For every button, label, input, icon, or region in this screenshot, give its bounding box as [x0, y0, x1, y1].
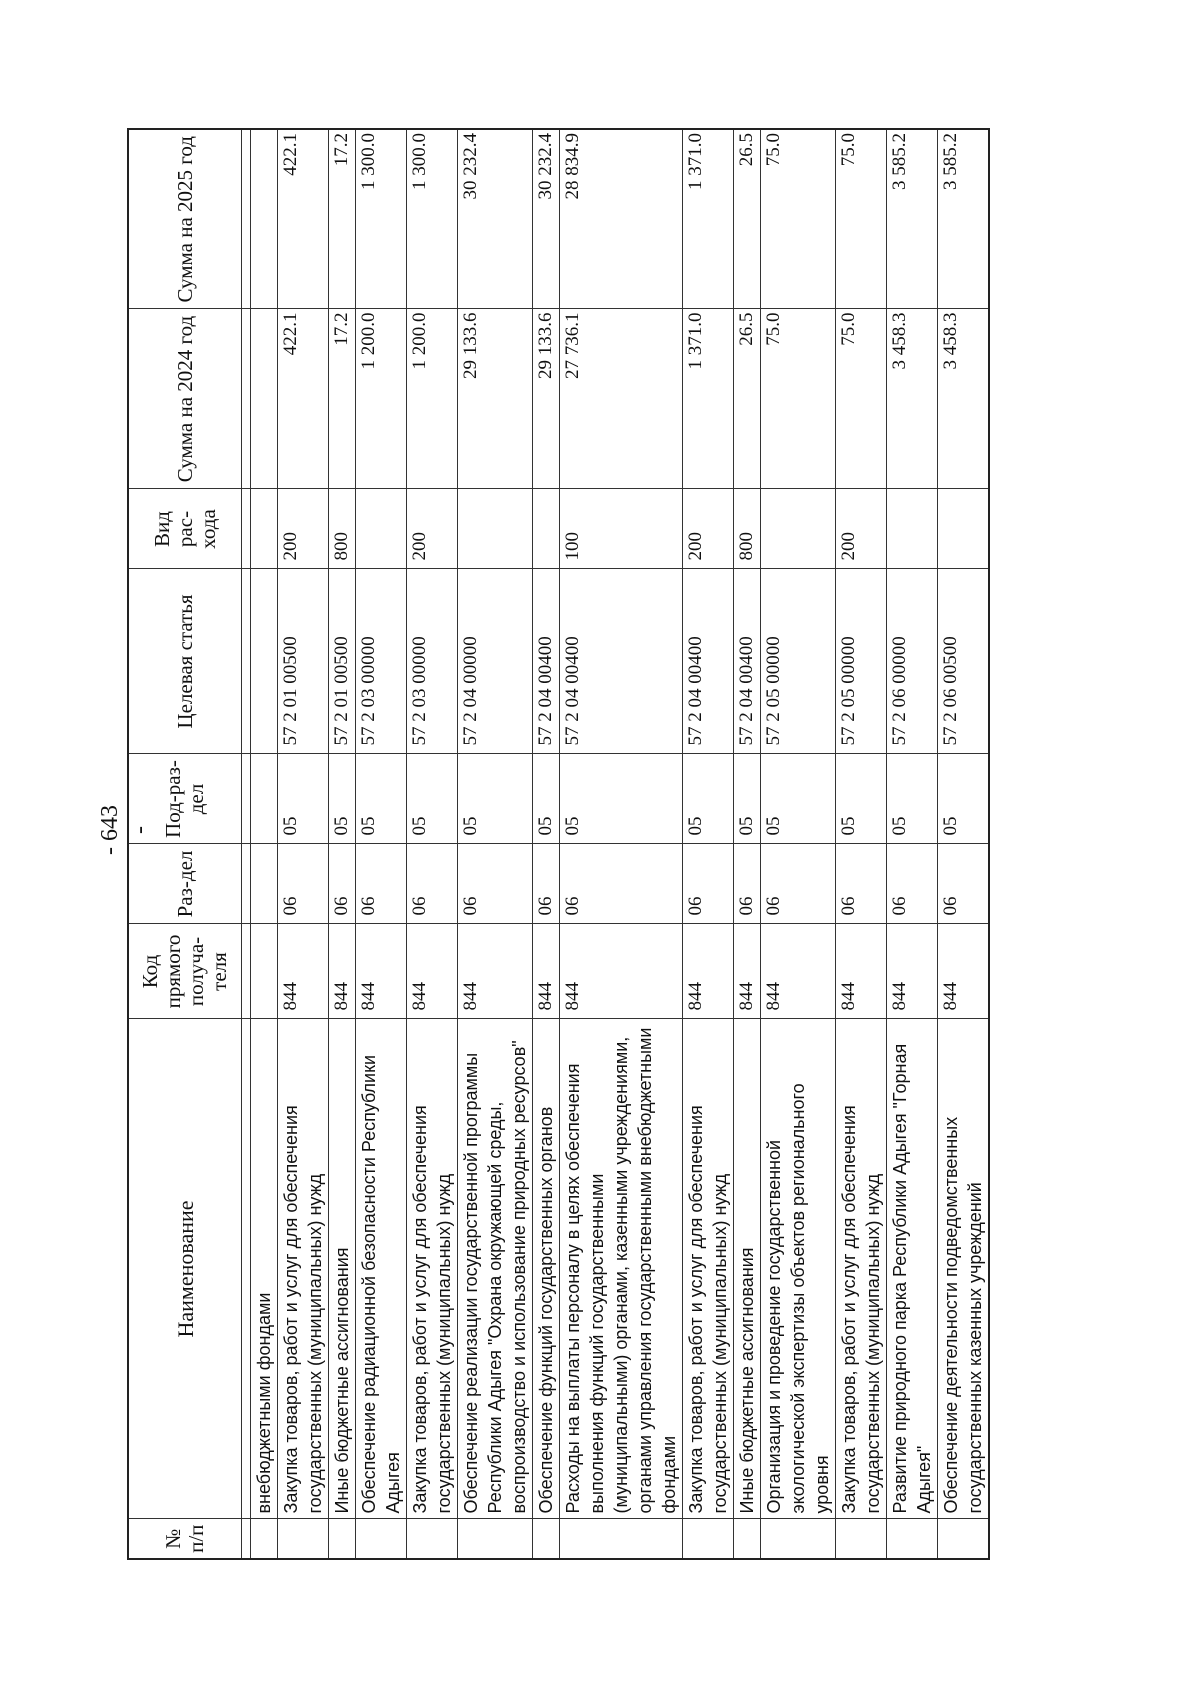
- cell-expense: 200: [683, 489, 734, 569]
- cell-code: 844: [938, 924, 990, 1019]
- cell-sum-2025: 1 371.0: [683, 129, 734, 309]
- cell-name: Иные бюджетные ассигнования: [734, 1019, 761, 1519]
- cell-code: 844: [329, 924, 356, 1019]
- cell-section: 06: [938, 844, 990, 924]
- cell-section: 06: [683, 844, 734, 924]
- cell-sum-2024: [251, 309, 278, 489]
- cell-sum-2025: 17.2: [329, 129, 356, 309]
- cell-num: [887, 1519, 938, 1559]
- cell-name: Закупка товаров, работ и услуг для обеспечения государственных (муниципальных) нужд: [683, 1019, 734, 1519]
- table-header-row: [128, 129, 242, 1559]
- cell-section: 06: [533, 844, 560, 924]
- cell-sum-2025: 75.0: [836, 129, 887, 309]
- table-row: [356, 129, 407, 1559]
- cell-sum-2024: 29 133.6: [458, 309, 533, 489]
- cell-expense: [761, 489, 836, 569]
- table-row: [251, 129, 278, 1559]
- cell-section: 06: [836, 844, 887, 924]
- cell-section: 06: [278, 844, 329, 924]
- cell-code: 844: [836, 924, 887, 1019]
- cell-sum-2024: 3 458.3: [938, 309, 990, 489]
- cell-sum-2024: 27 736.1: [560, 309, 683, 489]
- cell-subsection: 05: [278, 754, 329, 844]
- cell-name: Организация и проведение государственной экологической экспертизы объектов регионального уровня: [761, 1019, 836, 1519]
- cell-target: 57 2 06 00500: [938, 569, 990, 754]
- cell-name: Закупка товаров, работ и услуг для обеспечения государственных (муниципальных) нужд: [407, 1019, 458, 1519]
- table-row: [533, 129, 560, 1559]
- cell-num: [356, 1519, 407, 1559]
- table-row: [458, 129, 533, 1559]
- cell-code: 844: [683, 924, 734, 1019]
- cell-num: [560, 1519, 683, 1559]
- cell-code: [251, 924, 278, 1019]
- table-row: [242, 129, 251, 1559]
- cell-sum-2025: 1 300.0: [407, 129, 458, 309]
- table-row: [329, 129, 356, 1559]
- cell-subsection: [242, 754, 251, 844]
- cell-sum-2025: [242, 129, 251, 309]
- cell-expense: [242, 489, 251, 569]
- page-number: - 643 -: [97, 805, 153, 855]
- cell-target: 57 2 03 00000: [356, 569, 407, 754]
- cell-num: [683, 1519, 734, 1559]
- cell-target: 57 2 03 00000: [407, 569, 458, 754]
- cell-name: внебюджетными фондами: [251, 1019, 278, 1519]
- cell-expense: 200: [836, 489, 887, 569]
- cell-target: 57 2 05 00000: [761, 569, 836, 754]
- table-row: [761, 129, 836, 1559]
- cell-sum-2025: 75.0: [761, 129, 836, 309]
- cell-subsection: 05: [560, 754, 683, 844]
- cell-subsection: 05: [761, 754, 836, 844]
- cell-code: 844: [887, 924, 938, 1019]
- table-row: [683, 129, 734, 1559]
- cell-code: 844: [734, 924, 761, 1019]
- header-target: Целевая статья: [128, 569, 242, 754]
- cell-subsection: [251, 754, 278, 844]
- cell-expense: 800: [734, 489, 761, 569]
- cell-expense: [887, 489, 938, 569]
- cell-target: [251, 569, 278, 754]
- table-row: [407, 129, 458, 1559]
- cell-sum-2024: 1 200.0: [356, 309, 407, 489]
- cell-target: 57 2 05 00000: [836, 569, 887, 754]
- cell-target: 57 2 01 00500: [329, 569, 356, 754]
- cell-expense: [938, 489, 990, 569]
- header-expense: Вид рас-хода: [128, 489, 242, 569]
- header-name: Наименование: [128, 1019, 242, 1519]
- cell-section: 06: [560, 844, 683, 924]
- cell-num: [761, 1519, 836, 1559]
- cell-sum-2025: 26.5: [734, 129, 761, 309]
- cell-code: 844: [278, 924, 329, 1019]
- cell-target: [242, 569, 251, 754]
- cell-name: Иные бюджетные ассигнования: [329, 1019, 356, 1519]
- cell-sum-2024: 75.0: [836, 309, 887, 489]
- cell-target: 57 2 04 00000: [458, 569, 533, 754]
- cell-num: [734, 1519, 761, 1559]
- cell-sum-2024: 26.5: [734, 309, 761, 489]
- cell-subsection: 05: [407, 754, 458, 844]
- header-sum-2024: Сумма на 2024 год: [128, 309, 242, 489]
- cell-section: 06: [761, 844, 836, 924]
- cell-name: Обеспечение функций государственных органов: [533, 1019, 560, 1519]
- cell-sum-2025: 422.1: [278, 129, 329, 309]
- cell-subsection: 05: [734, 754, 761, 844]
- cell-code: 844: [533, 924, 560, 1019]
- cell-target: 57 2 04 00400: [734, 569, 761, 754]
- cell-expense: [356, 489, 407, 569]
- table-row: [278, 129, 329, 1559]
- cell-num: [329, 1519, 356, 1559]
- cell-subsection: 05: [887, 754, 938, 844]
- cell-expense: [251, 489, 278, 569]
- cell-section: 06: [887, 844, 938, 924]
- cell-sum-2025: 3 585.2: [938, 129, 990, 309]
- cell-subsection: 05: [356, 754, 407, 844]
- cell-section: [251, 844, 278, 924]
- cell-num: [938, 1519, 990, 1559]
- cell-name: Развитие природного парка Республики Адыгея "Горная Адыгея": [887, 1019, 938, 1519]
- cell-code: 844: [407, 924, 458, 1019]
- cell-name: Расходы на выплаты персоналу в целях обеспечения выполнения функций государственными (муниципальными) органами, казенными учреждениями, органами управления государственными внебюджетными фондами: [560, 1019, 683, 1519]
- cell-subsection: 05: [938, 754, 990, 844]
- cell-num: [407, 1519, 458, 1559]
- table-row: [938, 129, 990, 1559]
- cell-expense: 100: [560, 489, 683, 569]
- header-num: № п/п: [128, 1519, 242, 1559]
- cell-target: 57 2 01 00500: [278, 569, 329, 754]
- cell-code: [242, 924, 251, 1019]
- cell-section: 06: [407, 844, 458, 924]
- cell-num: [533, 1519, 560, 1559]
- header-subsection: Под-раз-дел: [128, 754, 242, 844]
- cell-num: [836, 1519, 887, 1559]
- cell-section: 06: [734, 844, 761, 924]
- table-row: [887, 129, 938, 1559]
- header-section: Раз-дел: [128, 844, 242, 924]
- cell-name: Закупка товаров, работ и услуг для обеспечения государственных (муниципальных) нужд: [278, 1019, 329, 1519]
- cell-subsection: 05: [458, 754, 533, 844]
- cell-target: 57 2 04 00400: [560, 569, 683, 754]
- table-row: [836, 129, 887, 1559]
- cell-sum-2025: [251, 129, 278, 309]
- cell-name: Обеспечение радиационной безопасности Республики Адыгея: [356, 1019, 407, 1519]
- cell-expense: 200: [278, 489, 329, 569]
- cell-expense: 800: [329, 489, 356, 569]
- cell-num: [242, 1519, 251, 1559]
- cell-section: [242, 844, 251, 924]
- header-sum-2025: Сумма на 2025 год: [128, 129, 242, 309]
- cell-subsection: 05: [836, 754, 887, 844]
- table-row: [734, 129, 761, 1559]
- cell-sum-2025: 28 834.9: [560, 129, 683, 309]
- cell-sum-2024: [242, 309, 251, 489]
- cell-sum-2024: 17.2: [329, 309, 356, 489]
- cell-name: Закупка товаров, работ и услуг для обеспечения государственных (муниципальных) нужд: [836, 1019, 887, 1519]
- cell-section: 06: [458, 844, 533, 924]
- cell-target: 57 2 04 00400: [533, 569, 560, 754]
- table-row: [560, 129, 683, 1559]
- cell-sum-2024: 75.0: [761, 309, 836, 489]
- cell-num: [251, 1519, 278, 1559]
- cell-sum-2025: 3 585.2: [887, 129, 938, 309]
- cell-code: 844: [560, 924, 683, 1019]
- cell-num: [278, 1519, 329, 1559]
- cell-name: [242, 1019, 251, 1519]
- cell-sum-2025: 30 232.4: [533, 129, 560, 309]
- cell-sum-2024: 1 371.0: [683, 309, 734, 489]
- cell-subsection: 05: [533, 754, 560, 844]
- cell-code: 844: [761, 924, 836, 1019]
- cell-code: 844: [356, 924, 407, 1019]
- header-code: Код прямого получа-теля: [128, 924, 242, 1019]
- cell-sum-2024: 1 200.0: [407, 309, 458, 489]
- cell-expense: [458, 489, 533, 569]
- rotated-table-wrapper: [127, 130, 1047, 1560]
- budget-table: [127, 128, 990, 1560]
- cell-expense: 200: [407, 489, 458, 569]
- cell-section: 06: [356, 844, 407, 924]
- cell-sum-2025: 30 232.4: [458, 129, 533, 309]
- cell-subsection: 05: [329, 754, 356, 844]
- cell-target: 57 2 06 00000: [887, 569, 938, 754]
- cell-expense: [533, 489, 560, 569]
- cell-sum-2025: 1 300.0: [356, 129, 407, 309]
- cell-code: 844: [458, 924, 533, 1019]
- cell-sum-2024: 3 458.3: [887, 309, 938, 489]
- cell-section: 06: [329, 844, 356, 924]
- cell-target: 57 2 04 00400: [683, 569, 734, 754]
- cell-name: Обеспечение деятельности подведомственных государственных казенных учреждений: [938, 1019, 990, 1519]
- cell-sum-2024: 422.1: [278, 309, 329, 489]
- cell-name: Обеспечение реализации государственной программы Республики Адыгея "Охрана окружающей среды, воспроизводство и использование природных ресурсов": [458, 1019, 533, 1519]
- cell-sum-2024: 29 133.6: [533, 309, 560, 489]
- cell-subsection: 05: [683, 754, 734, 844]
- cell-num: [458, 1519, 533, 1559]
